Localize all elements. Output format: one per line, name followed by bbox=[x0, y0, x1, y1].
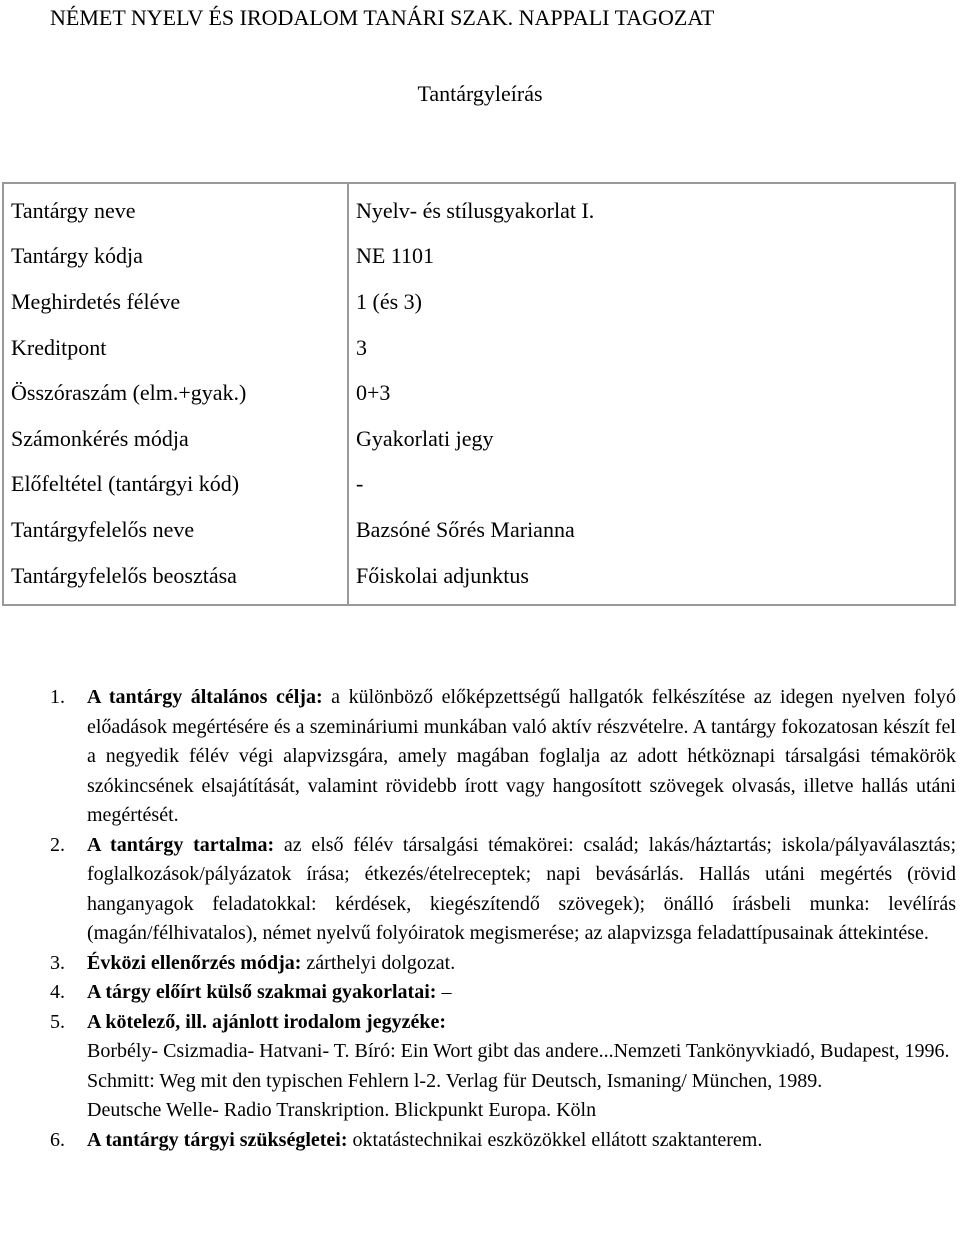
section-number: 3. bbox=[50, 951, 65, 974]
table-row bbox=[3, 370, 955, 416]
info-value: 1 (és 3) bbox=[356, 288, 422, 314]
course-info-table bbox=[2, 182, 956, 606]
section-heading: A kötelező, ill. ajánlott irodalom jegyzéke: bbox=[87, 1010, 447, 1033]
table-row bbox=[3, 234, 955, 280]
course-sections bbox=[50, 683, 956, 1155]
info-value: 0+3 bbox=[356, 380, 391, 406]
section-objective bbox=[50, 683, 956, 831]
info-label: Kreditpont bbox=[3, 325, 348, 371]
section-heading: A tantárgy tartalma: bbox=[87, 833, 275, 856]
info-value: Nyelv- és stílusgyakorlat I. bbox=[356, 197, 595, 223]
section-literature bbox=[50, 1008, 956, 1126]
table-row bbox=[3, 416, 955, 462]
info-label: Előfeltétel (tantárgyi kód) bbox=[3, 462, 348, 508]
section-text: – bbox=[436, 981, 452, 1003]
section-text: oktatástechnikai eszközökkel ellátott szaktanterem. bbox=[347, 1128, 763, 1151]
section-heading: A tantárgy általános célja: bbox=[87, 686, 323, 708]
table-row bbox=[3, 553, 955, 606]
section-text: az első félév társalgási témakörei: család; lakás/háztartás; iskola/pályaválasztás; foglalkozások/pályázatok írása; étkezés/ételreceptek; napi bevásárlás. Hallás utáni megértés (rövid hanganyagok feladatokkal: kérdések, kiegészítendő szövegek); önálló írásbeli munka: levélírás (magán/félhivatalos), német nyelvű folyóiratok megismerése; az alapvizsga feladattípusainak áttekintése. bbox=[87, 833, 957, 944]
table-row bbox=[3, 183, 955, 234]
section-content bbox=[50, 831, 956, 949]
section-text: a különböző előképzettségű hallgatók felkészítése az idegen nyelven folyó előadások megértésére és a szemináriumi munkában való aktív részvételre. A tantárgy fokozatosan készít fel a negyedik félév végi alapvizsgára, amely magában foglalja az adott hétköznapi társalgási témakörök szókincsének elsajátítását, valamint rövidebb írott vagy hangosított szövegek olvasás, illetve hallás utáni megértését. bbox=[87, 686, 956, 826]
table-row bbox=[3, 279, 955, 325]
info-label: Tantárgyfelelős beosztása bbox=[3, 553, 348, 606]
document-title: NÉMET NYELV ÉS IRODALOM TANÁRI SZAK. NAPPALI TAGOZAT bbox=[50, 5, 715, 30]
info-value: Bazsóné Sőrés Marianna bbox=[356, 516, 575, 542]
info-value: Gyakorlati jegy bbox=[356, 425, 494, 451]
section-number: 2. bbox=[50, 833, 65, 856]
section-heading: A tárgy előírt külső szakmai gyakorlatai: bbox=[87, 981, 437, 1003]
literature-reference: Schmitt: Weg mit den typischen Fehlern l-2. Verlag für Deutsch, Ismaning/ München, 1989. bbox=[87, 1069, 823, 1092]
section-number: 5. bbox=[50, 1010, 65, 1033]
info-label: Meghirdetés féléve bbox=[3, 279, 348, 325]
section-assessment bbox=[50, 949, 956, 979]
literature-reference: Borbély- Csizmadia- Hatvani- T. Bíró: Ein Wort gibt das andere...Nemzeti Tankönyvkiadó, Budapest, 1996. bbox=[87, 1040, 950, 1062]
section-number: 6. bbox=[50, 1128, 65, 1151]
section-heading: Évközi ellenőrzés módja: bbox=[87, 951, 302, 974]
table-row bbox=[3, 462, 955, 508]
section-text: zárthelyi dolgozat. bbox=[301, 951, 456, 974]
info-label: Tantárgy neve bbox=[3, 183, 348, 234]
info-label: Összóraszám (elm.+gyak.) bbox=[3, 370, 348, 416]
section-number: 1. bbox=[50, 686, 65, 708]
section-number: 4. bbox=[50, 981, 65, 1003]
info-label: Tantárgy kódja bbox=[3, 234, 348, 280]
section-practice bbox=[50, 978, 956, 1008]
table-row bbox=[3, 507, 955, 553]
document-subtitle: Tantárgyleírás bbox=[417, 81, 543, 106]
info-value: 3 bbox=[356, 334, 367, 360]
section-requirements bbox=[50, 1126, 956, 1156]
info-value: NE 1101 bbox=[356, 243, 435, 269]
info-label: Számonkérés módja bbox=[3, 416, 348, 462]
info-value: - bbox=[356, 471, 364, 497]
literature-reference: Deutsche Welle- Radio Transkription. Blickpunkt Europa. Köln bbox=[87, 1099, 597, 1121]
table-row bbox=[3, 325, 955, 371]
info-label: Tantárgyfelelős neve bbox=[3, 507, 348, 553]
section-heading: A tantárgy tárgyi szükségletei: bbox=[87, 1128, 348, 1151]
info-value: Főiskolai adjunktus bbox=[356, 562, 529, 588]
